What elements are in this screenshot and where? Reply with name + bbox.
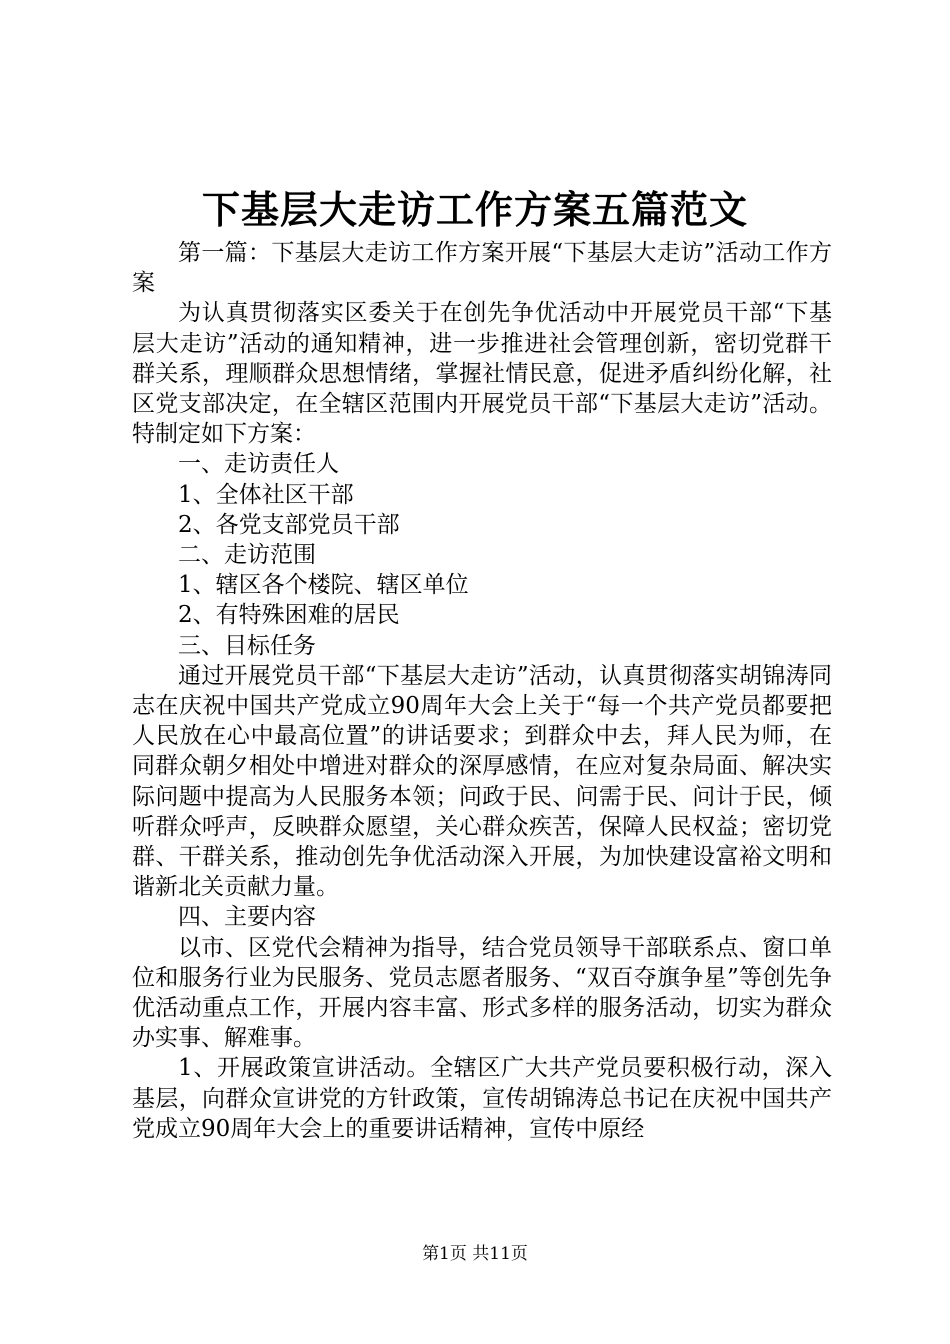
- list-item: 2、各党支部党员干部: [178, 511, 400, 538]
- section-heading: 四、主要内容: [178, 904, 316, 931]
- paragraph: 第一篇：下基层大走访工作方案开展“下基层大走访”活动工作方案: [132, 240, 832, 297]
- section-heading: 二、走访范围: [178, 542, 316, 569]
- document-title: 下基层大走访工作方案五篇范文: [201, 187, 748, 232]
- section-heading: 一、走访责任人: [178, 451, 339, 478]
- paragraph: 以市、区党代会精神为指导，结合党员领导干部联系点、窗口单位和服务行业为民服务、党员志愿者服务、“双百夺旗争星”等创先争优活动重点工作，开展内容丰富、形式多样的服务活动，切实为群众办实事、解难事。: [132, 934, 832, 1052]
- list-item: 1、全体社区干部: [178, 481, 354, 508]
- page-footer: 第1页 共11页: [422, 1244, 528, 1264]
- paragraph: 为认真贯彻落实区委关于在创先争优活动中开展党员干部“下基层大走访”活动的通知精神，进一步推进社会管理创新，密切党群干群关系，理顺群众思想情绪，掌握社情民意，促进矛盾纠纷化解，社区党支部决定，在全辖区范围内开展党员干部“下基层大走访”活动。特制定如下方案：: [132, 300, 832, 448]
- paragraph: 1、开展政策宣讲活动。全辖区广大共产党员要积极行动，深入基层，向群众宣讲党的方针政策，宣传胡锦涛总书记在庆祝中国共产党成立90周年大会上的重要讲话精神，宣传中原经: [132, 1055, 832, 1142]
- list-item: 2、有特殊困难的居民: [178, 602, 400, 629]
- list-item: 1、辖区各个楼院、辖区单位: [178, 572, 469, 599]
- paragraph: 通过开展党员干部“下基层大走访”活动，认真贯彻落实胡锦涛同志在庆祝中国共产党成立90周年大会上关于“每一个共产党员都要把人民放在心中最高位置”的讲话要求；到群众中去，拜人民为师，在同群众朝夕相处中增进对群众的深厚感情，在应对复杂局面、解决实际问题中提高为人民服务本领；问政于民、问需于民、问计于民，倾听群众呼声，反映群众愿望，关心群众疾苦，保障人民权益；密切党群、干群关系，推动创先争优活动深入开展，为加快建设富裕文明和谐新北关贡献力量。: [132, 662, 832, 901]
- section-heading: 三、目标任务: [178, 632, 316, 659]
- document-body: [132, 238, 832, 1144]
